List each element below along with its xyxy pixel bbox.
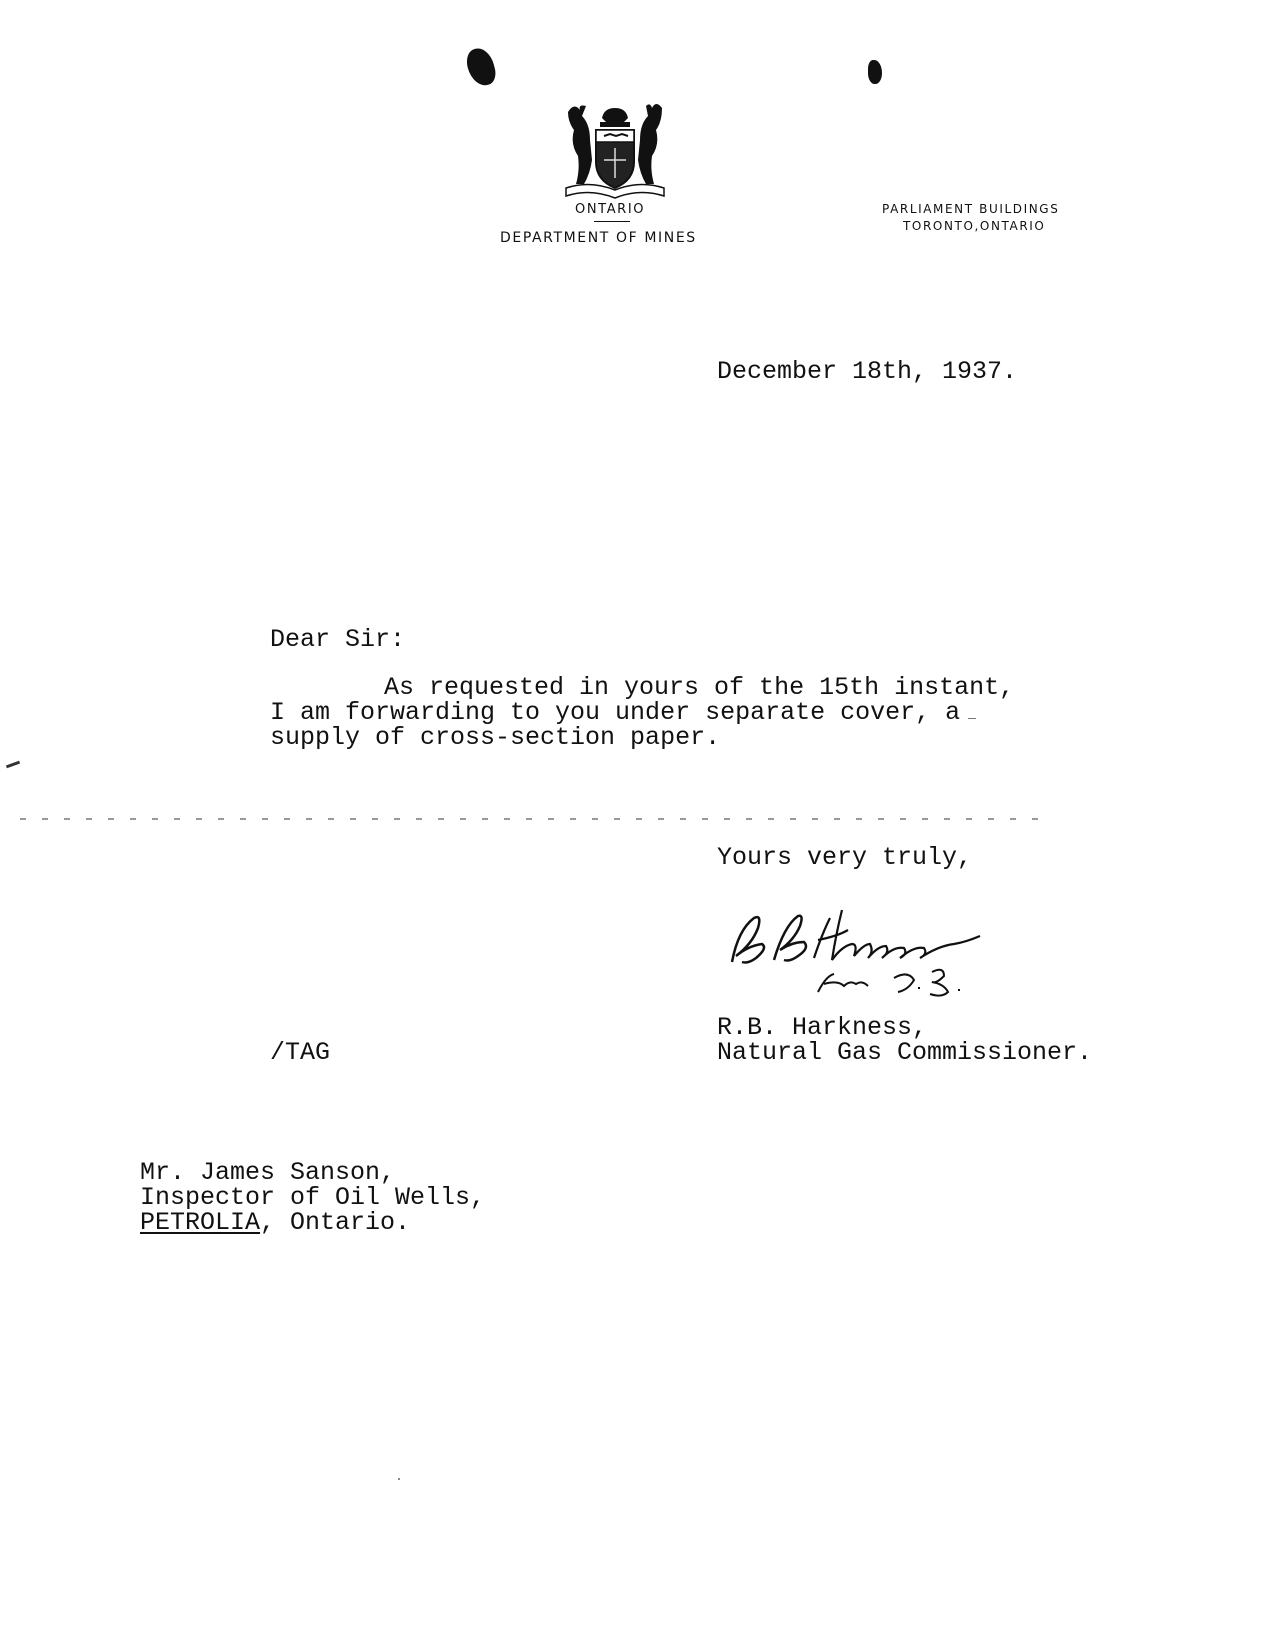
- handwritten-signature: [718, 900, 998, 1000]
- letter-date: December 18th, 1937.: [717, 357, 1018, 386]
- recipient-title: Inspector of Oil Wells,: [140, 1183, 486, 1212]
- letterhead-department: DEPARTMENT OF MINES: [500, 230, 697, 246]
- scan-speck: [398, 1478, 400, 1480]
- ink-blot-right: [868, 60, 882, 84]
- letterhead-province: ONTARIO: [575, 202, 646, 217]
- ontario-coat-of-arms-icon: [560, 100, 670, 200]
- scan-speck: [968, 718, 976, 719]
- recipient-address-rest: , Ontario.: [260, 1208, 411, 1237]
- typist-initials: /TAG: [270, 1038, 331, 1067]
- letter-body-line-3: supply of cross-section paper.: [270, 723, 721, 752]
- letterhead-divider: [594, 221, 630, 222]
- scan-artifact-line: [20, 818, 1050, 820]
- scan-speck: [6, 761, 20, 769]
- recipient-city: PETROLIA: [140, 1208, 261, 1237]
- letter-body-line-1: As requested in yours of the 15th instant,: [384, 673, 1015, 702]
- letter-closing: Yours very truly,: [717, 843, 973, 872]
- signer-title: Natural Gas Commissioner.: [717, 1038, 1093, 1067]
- ink-blot-left: [464, 45, 499, 88]
- letter-salutation: Dear Sir:: [270, 625, 406, 654]
- letterhead-address-line1: PARLIAMENT BUILDINGS: [882, 202, 1060, 216]
- signer-name: R.B. Harkness,: [717, 1013, 928, 1042]
- letter-body-line-2: I am forwarding to you under separate cover, a: [270, 698, 961, 727]
- letterhead-address-line2: TORONTO,ONTARIO: [903, 219, 1046, 233]
- recipient-name: Mr. James Sanson,: [140, 1158, 396, 1187]
- recipient-address: [140, 1210, 410, 1235]
